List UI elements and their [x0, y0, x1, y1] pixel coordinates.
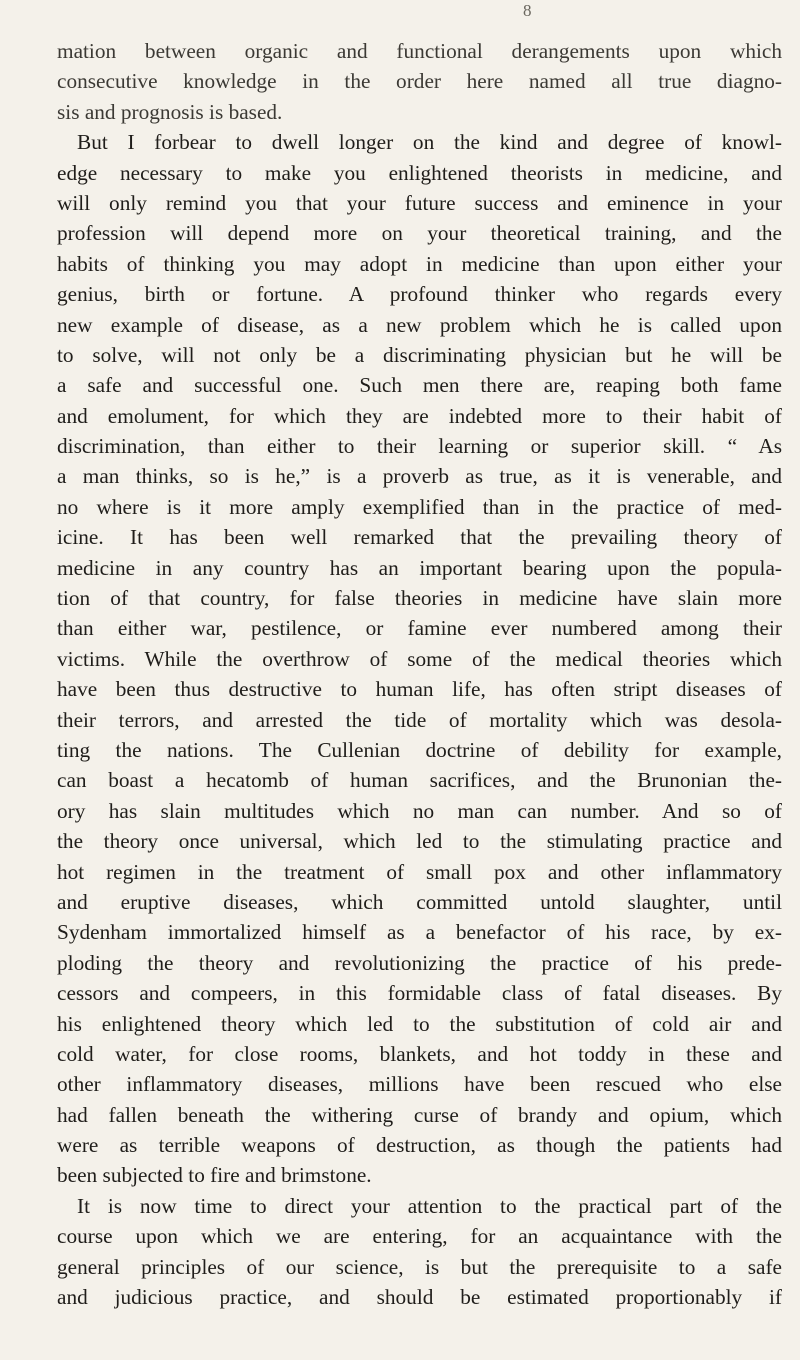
text-line: been subjected to fire and brimstone. — [57, 1163, 372, 1188]
text-line: hot regimen in the treatment of small pox and other inflammatory — [57, 859, 782, 884]
text-line: and emolument, for which they are indebted more to their habit of — [57, 403, 782, 428]
text-line: than either war, pestilence, or famine ever numbered among their — [57, 616, 782, 641]
text-line: were as terrible weapons of destruction, as though the patients had — [57, 1133, 782, 1158]
text-line: cold water, for close rooms, blankets, and hot toddy in these and — [57, 1041, 782, 1066]
text-line: his enlightened theory which led to the substitution of cold air and — [57, 1011, 782, 1036]
text-line: discrimination, than either to their learning or superior skill. “ As — [57, 434, 782, 459]
text-line: a man thinks, so is he,” is a proverb as true, as it is venerable, and — [57, 464, 782, 489]
text-line: course upon which we are entering, for an acquaintance with the — [57, 1224, 782, 1249]
text-line: other inflammatory diseases, millions have been rescued who else — [57, 1072, 782, 1097]
text-line: had fallen beneath the withering curse of brandy and opium, which — [57, 1102, 782, 1127]
body-text — [57, 36, 782, 1312]
text-line: the theory once universal, which led to the stimulating practice and — [57, 829, 782, 854]
text-line: general principles of our science, is but the prerequisite to a safe — [57, 1254, 782, 1279]
text-line: mation between organic and functional derangements upon which — [57, 39, 782, 63]
text-line: profession will depend more on your theoretical training, and the — [57, 221, 782, 246]
text-line: tion of that country, for false theories in medicine have slain more — [57, 586, 782, 611]
text-line: ploding the theory and revolutionizing the practice of his prede- — [57, 950, 782, 975]
page-number: 8 — [523, 1, 532, 20]
text-line: habits of thinking you may adopt in medicine than upon either your — [57, 251, 782, 276]
text-line: victims. While the overthrow of some of the medical theories which — [57, 646, 782, 671]
text-line: a safe and successful one. Such men there are, reaping both fame — [57, 373, 782, 398]
text-line: consecutive knowledge in the order here named all true diagno- — [57, 69, 782, 94]
text-line: sis and prognosis is based. — [57, 99, 283, 124]
text-line: medicine in any country has an important bearing upon the popula- — [57, 555, 782, 580]
text-line: new example of disease, as a new problem which he is called upon — [57, 312, 782, 337]
text-line: ory has slain multitudes which no man can number. And so of — [57, 798, 782, 823]
text-line: ting the nations. The Cullenian doctrine of debility for example, — [57, 737, 782, 762]
text-line: But I forbear to dwell longer on the kind and degree of knowl- — [77, 130, 782, 155]
text-line: edge necessary to make you enlightened theorists in medicine, and — [57, 160, 782, 185]
text-line: It is now time to direct your attention to the practical part of the — [77, 1193, 782, 1218]
text-line: their terrors, and arrested the tide of mortality which was desola- — [57, 707, 782, 732]
text-line: and judicious practice, and should be estimated proportionably if — [57, 1285, 782, 1310]
text-line: no where is it more amply exemplified than in the practice of med- — [57, 494, 782, 519]
text-line: genius, birth or fortune. A profound thinker who regards every — [57, 282, 782, 307]
text-line: have been thus destructive to human life, has often stript diseases of — [57, 677, 782, 702]
text-line: cessors and compeers, in this formidable class of fatal diseases. By — [57, 981, 782, 1006]
text-line: can boast a hecatomb of human sacrifices, and the Brunonian the- — [57, 768, 782, 793]
text-line: Sydenham immortalized himself as a benefactor of his race, by ex- — [57, 920, 782, 945]
text-line: will only remind you that your future success and eminence in your — [57, 190, 782, 215]
text-line: and eruptive diseases, which committed untold slaughter, until — [57, 889, 782, 914]
text-line: to solve, will not only be a discriminating physician but he will be — [57, 342, 782, 367]
text-line: icine. It has been well remarked that the prevailing theory of — [57, 525, 782, 550]
